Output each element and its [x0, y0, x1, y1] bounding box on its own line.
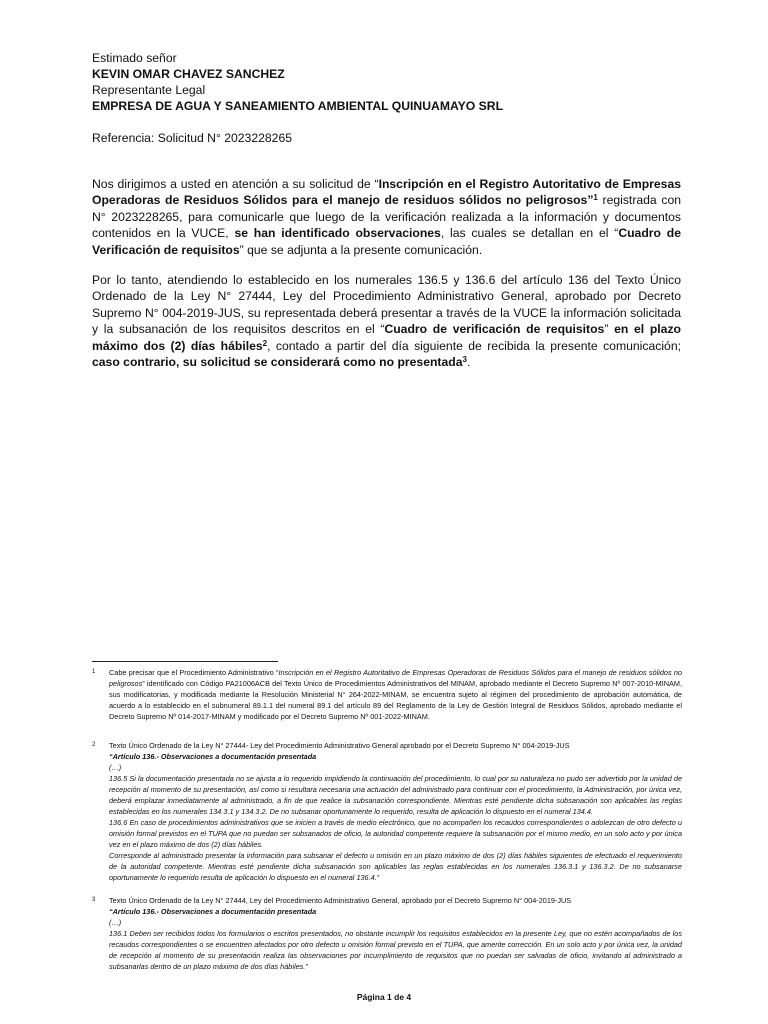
- footnote-number: 2: [92, 742, 96, 748]
- footnote-para: 136.5 Si la documentación presentada no se ajusta a lo requerido impidiendo la continuación del procedimiento, lo cual por su naturaleza no pudo ser advertido por la unidad de recepción al momento de su presentación, así como si resultara necesaria una actuación del administrado para continuar con el procedimiento, la Administración, por única vez, deberá emplazar inmediatamente al administrado, a fin de que realice la subsanación correspondiente. Mientras esté pendiente dicha subsanación son aplicables las reglas establecidas en los numerales 134.3.1 y 134.3.2. De no subsanar oportunamente lo requerido, resulta de aplicación lo dispuesto en el numeral 134.4.: [109, 774, 682, 816]
- footnote-3: [92, 895, 682, 972]
- footnote-separator: [92, 661, 278, 662]
- footnote-text: [109, 895, 682, 972]
- footnote-ellipsis: (…): [109, 918, 122, 927]
- paragraph-2: Por lo tanto, atendiendo lo establecido en los numerales 136.5 y 136.6 del artículo 136 del Texto Único Ordenado de la Ley N° 27444, Ley del Procedimiento Administrativo General, aprobado por Decreto Supremo N° 004-2019-JUS, su representada deberá presentar a través de la VUCE la información solicitada y la subsanación de los requisitos descritos en el “Cuadro de verificación de requisitos” en el plazo máximo dos (2) días hábiles$^2$, contado a partir del día siguiente de recibida la presente comunicación; caso contrario, su solicitud se considerará como no presentada$^3$.: [92, 273, 682, 370]
- footnote-ref-2[interactable]: 2: [262, 338, 268, 348]
- footnote-text: Cabe precisar que el Procedimiento Administrativo “Inscripción en el Registro Autoritativo de Empresas Operadoras de Residuos Sólidos para el manejo de residuos sólidos no peligrosos” identificado con Código PA21006ACB del Texto Único de Procedimientos Administrativos del MINAM, aprobado mediante el Decreto Supremo Nº 007-2010-MINAM, sus modificatorias, y modificada mediante la Resolución Ministerial N° 264-2022-MINAM, se encuentra sujeto al régimen del procedimiento de aprobación automática, de acuerdo a lo establecido en el subnumeral 89.1.1 del numeral 89.1 del artículo 89 del Reglamento de la Ley de Gestión Integral de Residuos Sólidos, aprobado mediante el Decreto Supremo Nº 014-2017-MINAM y modificado por el Decreto Supremo Nº 001-2022-MINAM.: [109, 668, 682, 721]
- footnote-number: 3: [92, 897, 96, 903]
- footnote-article: “Artículo 136.- Observaciones a documentación presentada: [109, 907, 317, 916]
- address-block: [92, 50, 681, 114]
- footnote-para: Corresponde al administrado presentar la información para subsanar el defecto u omisión en un plazo máximo de dos (2) días hábiles siguientes de efectuado el requerimiento de la autoridad competente. Mientras esté pendiente dicha subsanación son aplicables las reglas establecidas en los numerales 136.3.1 y 136.3.2. De no subsanarse oportunamente lo requerido resulta de aplicación lo dispuesto en el numeral 136.4.”: [109, 851, 682, 882]
- footnote-ellipsis: (…): [109, 763, 122, 772]
- footnote-para: 136.6 En caso de procedimientos administrativos que se inicien a través de medio electrónico, que no acompañen los recaudos correspondientes o adolezcan de otro defecto u omisión formal previstos en el TUPA que no puedan ser subsanados de oficio, la autoridad competente requiere la subsanación por el mismo medio, en un solo acto y por única vez en el plazo máximo de dos (2) días hábiles.: [109, 818, 682, 849]
- company-name: EMPRESA DE AGUA Y SANEAMIENTO AMBIENTAL QUINUAMAYO SRL: [92, 99, 504, 113]
- recipient-name: KEVIN OMAR CHAVEZ SANCHEZ: [92, 67, 285, 81]
- footnote-ref-1[interactable]: 1: [593, 193, 598, 203]
- footnote-2: [92, 740, 682, 883]
- footnote-heading: Texto Único Ordenado de la Ley N° 27444- Ley del Procedimiento Administrativo General aprobado por el Decreto Supremo N° 004-2019-JUS: [109, 741, 570, 750]
- footnote-number: 1: [92, 669, 96, 675]
- footnote-para: 136.1 Deben ser recibidos todos los formularios o escritos presentados, no obstante incumplir los requisitos establecidos en la presente Ley, que no estén acompañados de los recaudos correspondientes o se encuentren afectados por otro defecto u omisión formal previsto en el TUPA, que amerite corrección. En un solo acto y por única vez, la unidad de recepción al momento de su presentación realiza las observaciones por incumplimiento de requisitos que no puedan ser salvadas de oficio, invitando al administrado a subsanarlas dentro de un plazo máximo de dos días hábiles.”: [109, 929, 682, 971]
- footnote-article: “Artículo 136.- Observaciones a documentación presentada: [109, 752, 317, 761]
- footnote-heading: Texto Único Ordenado de la Ley N° 27444, Ley del Procedimiento Administrativo General, aprobado por el Decreto Supremo N° 004-2019-JUS: [109, 896, 572, 905]
- recipient-role: Representante Legal: [92, 83, 206, 97]
- page-number: Página 1 de 4: [356, 992, 412, 1002]
- reference-line: Referencia: Solicitud N° 2023228265: [92, 131, 293, 145]
- footnote-1: [92, 667, 682, 722]
- footnote-text: [109, 740, 682, 883]
- letter-body: [92, 50, 681, 370]
- paragraph-1: Nos dirigimos a usted en atención a su solicitud de “Inscripción en el Registro Autoritativo de Empresas Operadoras de Residuos Sólidos para el manejo de residuos sólidos no peligrosos”$^1$ registrada con N° 2023228265, para comunicarle que luego de la verificación realizada a la información y documentos contenidos en la VUCE, se han identificado observaciones, las cuales se detallan en el “Cuadro de Verificación de requisitos” que se adjunta a la presente comunicación.: [92, 177, 681, 257]
- salutation: Estimado señor: [92, 51, 177, 65]
- footnote-ref-3[interactable]: 3: [462, 355, 467, 365]
